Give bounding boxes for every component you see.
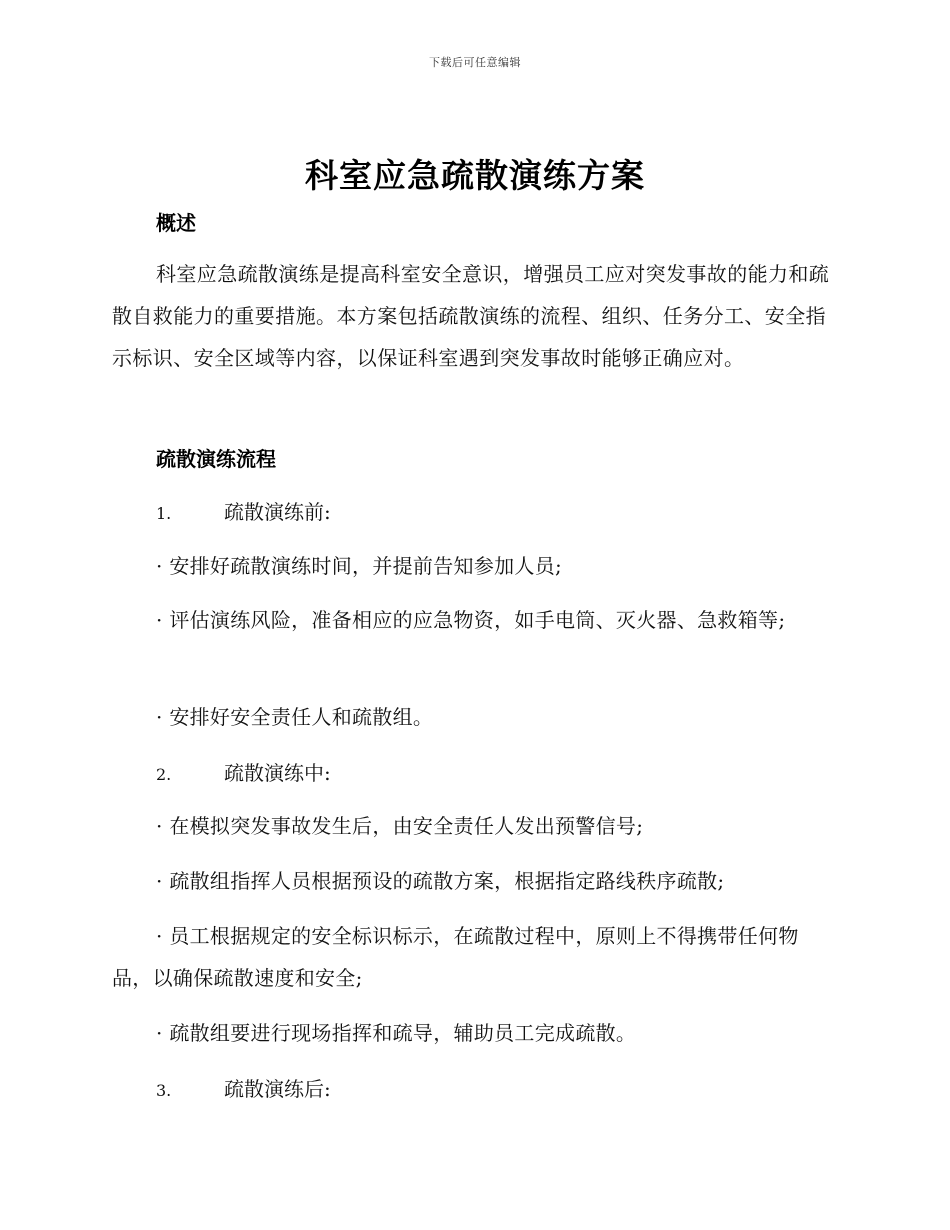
list-item: · 评估演练风险，准备相应的应急物资，如手电筒、灭火器、急救箱等; [156, 608, 786, 632]
overview-heading: 概述 [156, 211, 196, 235]
step-label: 疏散演练中: [224, 761, 331, 785]
list-item: · 安排好安全责任人和疏散组。 [156, 705, 434, 729]
step-2 [156, 758, 331, 790]
overview-paragraph: 科室应急疏散演练是提高科室安全意识，增强员工应对突发事故的能力和疏散自救能力的重要措施。本方案包括疏散演练的流程、组织、任务分工、安全指示标识、安全区域等内容，以保证科室遇到突发事故时能够正确应对。 [112, 262, 830, 370]
list-item: · 疏散组指挥人员根据预设的疏散方案，根据指定路线秩序疏散; [156, 869, 725, 893]
step-label: 疏散演练后: [224, 1077, 331, 1101]
step-1 [156, 497, 331, 529]
document-title: 科室应急疏散演练方案 [305, 156, 645, 195]
step-3 [156, 1074, 331, 1106]
step-label: 疏散演练前: [224, 500, 331, 524]
step-number: 2. [156, 765, 172, 784]
list-item: · 在模拟突发事故发生后，由安全责任人发出预警信号; [156, 814, 644, 838]
process-heading: 疏散演练流程 [156, 447, 276, 471]
list-item: · 员工根据规定的安全标识标示，在疏散过程中，原则上不得携带任何物品，以确保疏散速度和安全; [112, 924, 799, 990]
step-number: 1. [156, 504, 172, 523]
header-note: 下载后可任意编辑 [429, 56, 521, 69]
list-item: · 安排好疏散演练时间，并提前告知参加人员; [156, 554, 563, 578]
step-number: 3. [156, 1081, 172, 1100]
list-item: · 疏散组要进行现场指挥和疏导，辅助员工完成疏散。 [156, 1021, 637, 1045]
